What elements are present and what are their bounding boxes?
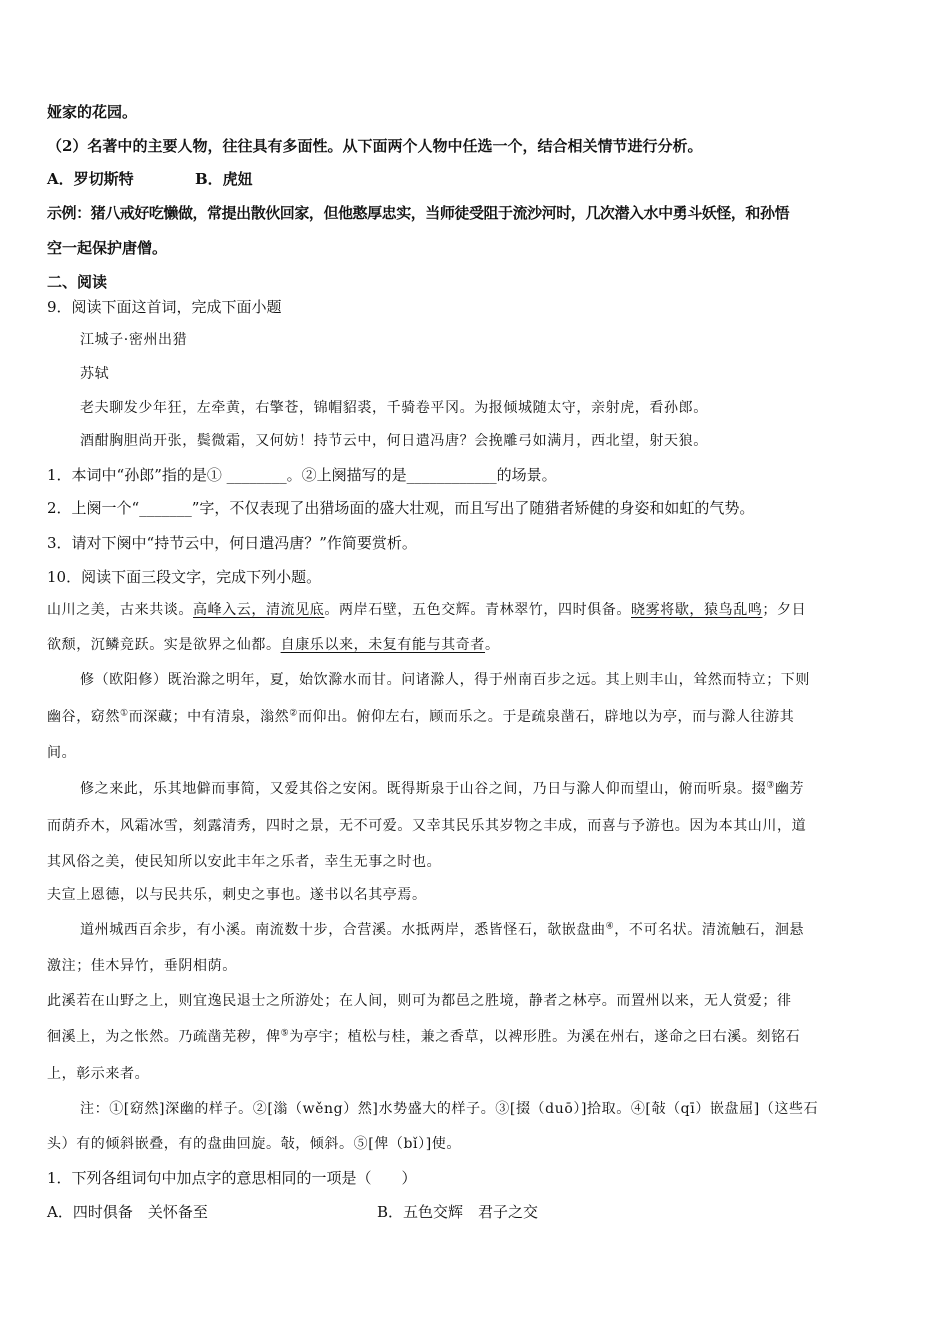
q8-option-a: A．罗切斯特 bbox=[47, 170, 134, 188]
passage1-text: 。两岸石壁，五色交辉。青林翠竹，四时俱备。 bbox=[324, 602, 632, 618]
passage4-text: 为亭宇；植松与桂，兼之香草，以裨形胜。为溪在州右，遂命之曰右溪。刻铭石 bbox=[289, 1029, 801, 1045]
footnote-marker-4: ④ bbox=[605, 921, 615, 932]
underlined-phrase-1: 高峰入云，清流见底 bbox=[193, 602, 325, 618]
q10-option-b: B．五色交辉 君子之交 bbox=[377, 1203, 539, 1221]
passage2-line2 bbox=[47, 707, 794, 727]
q9-sub2: 2．上阕一个“_______”字，不仅表现了出猎场面的盛大壮观，而且写出了随猎者矫健的身姿和如虹的气势。 bbox=[47, 499, 755, 517]
q8-example-line2: 空一起保护唐僧。 bbox=[47, 239, 168, 257]
passage1-text: 欲颓，沉鳞竞跃。实是欲界之仙都。 bbox=[47, 637, 281, 653]
passage1-line1 bbox=[47, 600, 806, 620]
passage4-line4 bbox=[47, 1027, 800, 1047]
footnote-marker-3: ③ bbox=[766, 780, 775, 791]
q10-sub1-options bbox=[47, 1202, 538, 1222]
passage3-line2: 而荫乔木，风霜冰雪，刻露清秀，四时之景，无不可爱。又幸其民乐其岁物之丰成，而喜与予游也。因为本其山川，道 bbox=[47, 818, 807, 834]
notes-line2: 头）有的倾斜嵌叠，有的盘曲回旋。敧，倾斜。⑤[俾（bǐ）]使。 bbox=[47, 1136, 461, 1152]
poem-line2: 酒酣胸胆尚开张，鬓微霜，又何妨！持节云中，何日遣冯唐？会挽雕弓如满月，西北望，射天狼。 bbox=[80, 433, 708, 449]
q8-line1: 娅家的花园。 bbox=[47, 103, 138, 121]
passage3-line4: 夫宣上恩德，以与民共乐，刺史之事也。遂书以名其亭焉。 bbox=[47, 887, 427, 903]
q10-sub1-stem: 1．下列各组词句中加点字的意思相同的一项是（ ） bbox=[47, 1169, 417, 1187]
poem-author: 苏轼 bbox=[80, 366, 110, 382]
underlined-phrase-3: 自康乐以来，未复有能与其奇者 bbox=[280, 637, 486, 653]
passage2-text: 而仰出。俯仰左右，顾而乐之。于是疏泉凿石，辟地以为亭，而与滁人往游其 bbox=[297, 709, 795, 725]
footnote-marker-1: ① bbox=[120, 708, 129, 719]
poem-title: 江城子·密州出猎 bbox=[80, 332, 188, 348]
passage2-text: 幽谷，窈然 bbox=[47, 709, 120, 725]
passage4-line1 bbox=[80, 920, 804, 940]
footnote-marker-2: ② bbox=[289, 708, 298, 719]
passage3-text: 修之来此，乐其地僻而事简，又爱其俗之安闲。既得斯泉于山谷之间，乃日与滁人仰而望山，俯而听泉。掇 bbox=[80, 781, 767, 797]
underlined-phrase-2: 晓雾将歇，猿鸟乱鸣 bbox=[631, 602, 763, 618]
q9-stem: 9．阅读下面这首词，完成下面小题 bbox=[47, 298, 282, 316]
q8-option-b: B．虎妞 bbox=[195, 170, 253, 188]
passage4-line2: 激注；佳木异竹，垂阴相荫。 bbox=[47, 958, 237, 974]
q9-sub3: 3．请对下阕中“持节云中，何日遣冯唐？”作简要赏析。 bbox=[47, 534, 417, 552]
passage1-text: 山川之美，古来共谈。 bbox=[47, 602, 193, 618]
section-title-reading: 二、阅读 bbox=[47, 273, 108, 291]
passage3-text: 幽芳 bbox=[774, 781, 805, 797]
passage4-line5: 上，彰示来者。 bbox=[47, 1066, 150, 1082]
passage1-line2 bbox=[47, 635, 500, 655]
poem-line1: 老夫聊发少年狂，左牵黄，右擎苍，锦帽貂裘，千骑卷平冈。为报倾城随太守，亲射虎，看孙郎。 bbox=[80, 400, 708, 416]
passage4-line3: 此溪若在山野之上，则宜逸民退士之所游处；在人间，则可为都邑之胜境，静者之林亭。而置州以来，无人赏爱；徘 bbox=[47, 993, 792, 1009]
footnote-marker-5: ⑤ bbox=[280, 1028, 290, 1039]
passage2-line3: 间。 bbox=[47, 745, 77, 761]
q9-sub1: 1．本词中“孙郎”指的是① ________。②上阕描写的是____________的场景。 bbox=[47, 466, 557, 484]
passage4-text: 道州城西百余步，有小溪。南流数十步，合营溪。水抵两岸，悉皆怪石，欹嵌盘曲 bbox=[80, 922, 606, 938]
passage1-text: 。 bbox=[485, 637, 500, 653]
q10-option-a: A．四时俱备 关怀备至 bbox=[47, 1203, 208, 1221]
passage2-text: 而深藏；中有清泉，滃然 bbox=[128, 709, 290, 725]
passage3-line1 bbox=[80, 779, 804, 799]
passage1-text: ；夕日 bbox=[762, 602, 807, 618]
notes-line1: 注：①[窈然]深幽的样子。②[滃（wěng）然]水势盛大的样子。③[掇（duō）]拾取。④[敧（qī）嵌盘屈]（这些石 bbox=[80, 1101, 819, 1117]
passage2-line1: 修（欧阳修）既治滁之明年，夏，始饮滁水而甘。问诸滁人，得于州南百步之远。其上则丰山，耸然而特立；下则 bbox=[80, 672, 810, 688]
q10-stem: 10．阅读下面三段文字，完成下列小题。 bbox=[47, 568, 322, 586]
passage4-text: 徊溪上，为之怅然。乃疏凿芜秽，俾 bbox=[47, 1029, 281, 1045]
passage4-text: ，不可名状。清流触石，洄悬 bbox=[614, 922, 805, 938]
q8-options bbox=[47, 169, 253, 189]
q8-sub2: （2）名著中的主要人物，往往具有多面性。从下面两个人物中任选一个，结合相关情节进行分析。 bbox=[47, 137, 703, 155]
q8-example-line1: 示例：猪八戒好吃懒做，常提出散伙回家，但他憨厚忠实，当师徒受阻于流沙河时，几次潜入水中勇斗妖怪，和孙悟 bbox=[47, 204, 790, 222]
passage3-line3: 其风俗之美，使民知所以安此丰年之乐者，幸生无事之时也。 bbox=[47, 854, 442, 870]
